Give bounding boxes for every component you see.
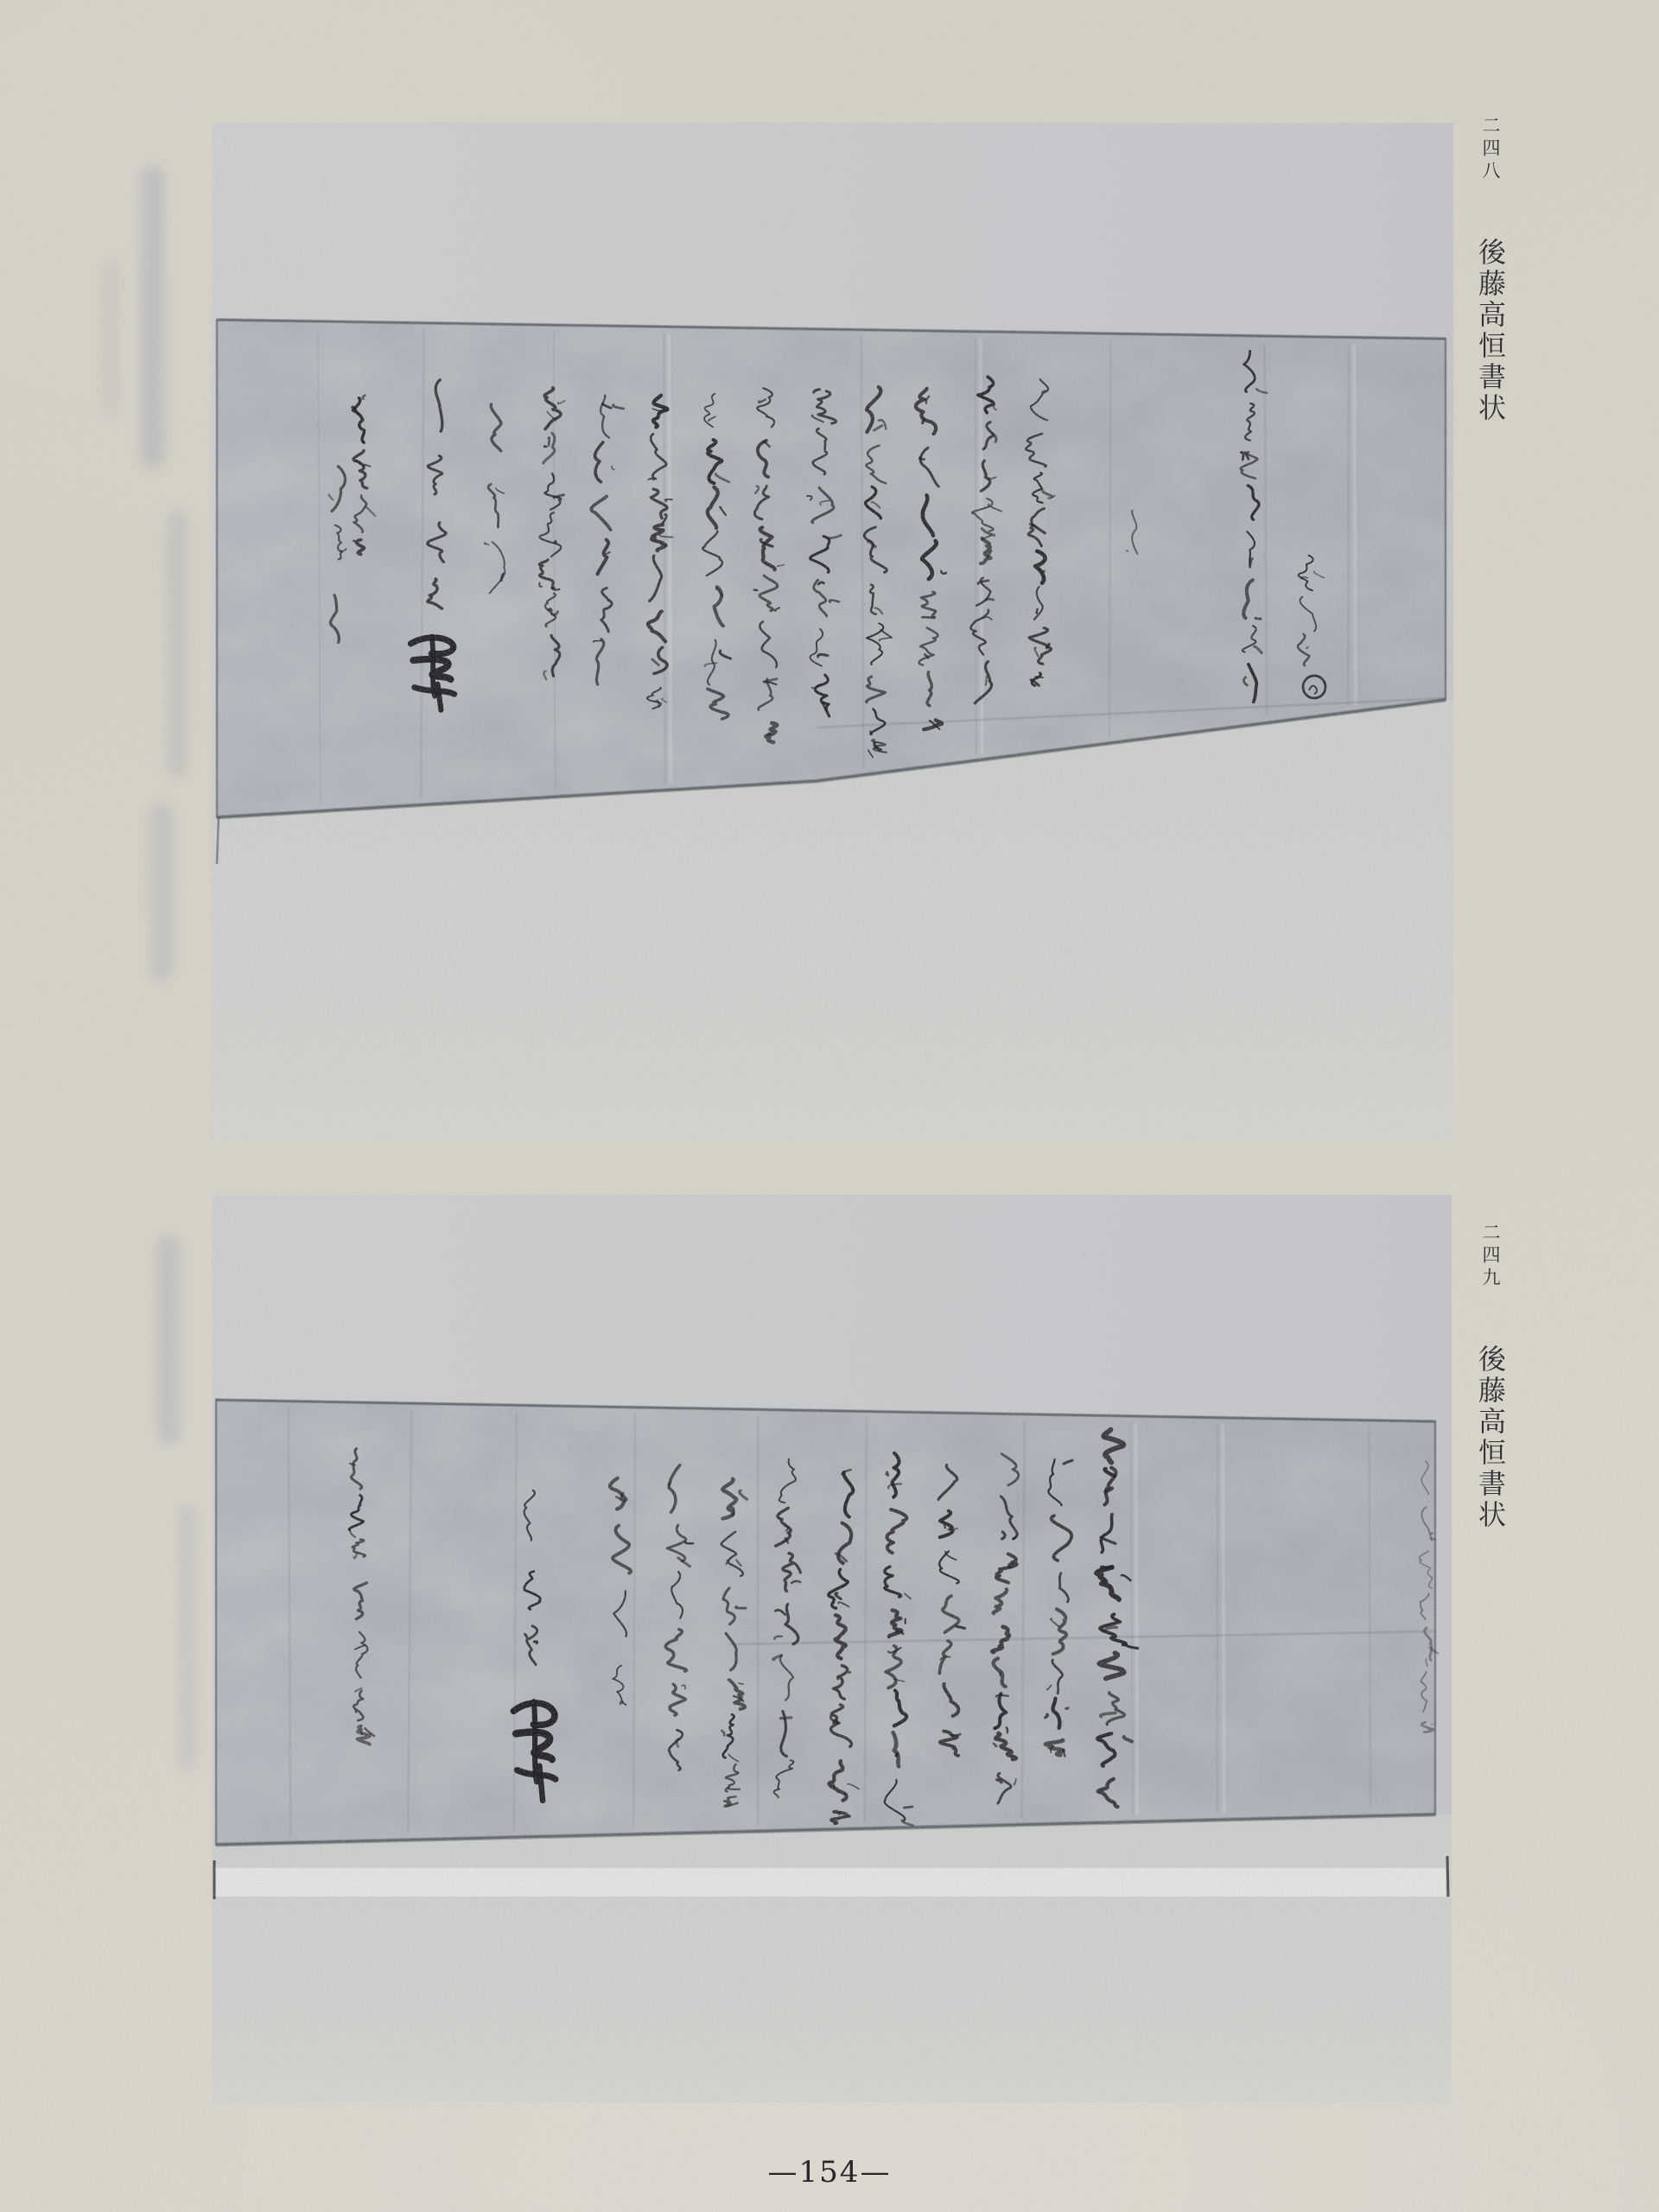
scroll-photo-canvas-249	[212, 1195, 1452, 2102]
ghost-text-column	[102, 259, 119, 415]
ghost-text-column	[177, 1503, 198, 1771]
page-number: —154—	[767, 2155, 892, 2190]
ghost-text-column	[150, 804, 173, 981]
ghost-text-column	[156, 1234, 181, 1446]
figure-caption-248	[1469, 116, 1510, 1196]
ghost-text-column	[141, 166, 165, 468]
figure-title-248: 後藤高恒書状	[1474, 238, 1507, 424]
figure-caption-249	[1469, 1223, 1510, 2212]
photo-grain	[212, 123, 1453, 1141]
photo-grain	[212, 1195, 1452, 2102]
figure-number-249: 二四九	[1480, 1223, 1501, 1290]
scroll-photo-248	[212, 123, 1453, 1141]
figure-title-249: 後藤高恒書状	[1474, 1344, 1507, 1531]
scroll-photo-canvas-248	[212, 123, 1453, 1141]
scroll-photo-249	[212, 1195, 1452, 2102]
figure-number-248: 二四八	[1480, 116, 1501, 183]
ghost-text-column	[167, 510, 188, 778]
